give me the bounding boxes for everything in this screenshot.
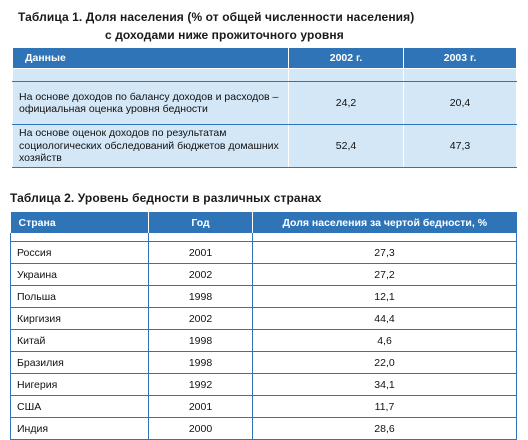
table1-row-label: На основе оценок доходов по результатам социологических обследований бюджетов домашних хозяйств bbox=[13, 125, 289, 168]
table2-country: Индия bbox=[11, 418, 149, 440]
table2-country: Россия bbox=[11, 242, 149, 264]
table-row bbox=[11, 352, 517, 374]
table2-year: 1998 bbox=[149, 286, 253, 308]
table2-share: 12,1 bbox=[253, 286, 517, 308]
table2-year: 2002 bbox=[149, 308, 253, 330]
table1-row-label: На основе доходов по балансу доходов и расходов – официальная оценка уровня бедности bbox=[13, 82, 289, 125]
table1-header-2002: 2002 г. bbox=[289, 48, 404, 69]
table2-share: 11,7 bbox=[253, 396, 517, 418]
table2-header-country: Страна bbox=[11, 212, 149, 233]
table2-country: Нигерия bbox=[11, 374, 149, 396]
table2-header-row bbox=[11, 212, 517, 233]
table2-share: 27,3 bbox=[253, 242, 517, 264]
table1-row-value-2002: 52,4 bbox=[289, 125, 404, 168]
table2-year: 2001 bbox=[149, 242, 253, 264]
table-row bbox=[11, 396, 517, 418]
table2-poverty-by-country bbox=[10, 212, 517, 440]
table1-header-data: Данные bbox=[13, 48, 289, 69]
table2-title: Таблица 2. Уровень бедности в различных странах bbox=[10, 191, 322, 205]
table-row bbox=[13, 125, 517, 168]
table2-spacer-row bbox=[11, 233, 517, 242]
table1-row-value-2003: 47,3 bbox=[404, 125, 517, 168]
table2-country: Киргизия bbox=[11, 308, 149, 330]
table2-share: 4,6 bbox=[253, 330, 517, 352]
table-row bbox=[11, 264, 517, 286]
table2-year: 2002 bbox=[149, 264, 253, 286]
table2-header-share: Доля населения за чертой бедности, % bbox=[253, 212, 517, 233]
table-row bbox=[11, 286, 517, 308]
table1-title-line1: Таблица 1. Доля населения (% от общей численности населения) bbox=[18, 10, 415, 24]
table2-year: 1992 bbox=[149, 374, 253, 396]
table2-country: Бразилия bbox=[11, 352, 149, 374]
table2-share: 44,4 bbox=[253, 308, 517, 330]
table2-year: 2000 bbox=[149, 418, 253, 440]
table2-share: 28,6 bbox=[253, 418, 517, 440]
table-row bbox=[13, 82, 517, 125]
table2-country: США bbox=[11, 396, 149, 418]
table1-spacer-row bbox=[13, 69, 517, 82]
table1-poverty-share bbox=[12, 47, 517, 168]
table1-row-value-2003: 20,4 bbox=[404, 82, 517, 125]
table2-country: Китай bbox=[11, 330, 149, 352]
table2-share: 34,1 bbox=[253, 374, 517, 396]
table2-share: 27,2 bbox=[253, 264, 517, 286]
table2-header-year: Год bbox=[149, 212, 253, 233]
table-row bbox=[11, 418, 517, 440]
table-row bbox=[11, 374, 517, 396]
table2-share: 22,0 bbox=[253, 352, 517, 374]
table1-row-value-2002: 24,2 bbox=[289, 82, 404, 125]
table1-header-2003: 2003 г. bbox=[404, 48, 517, 69]
table1-header-row bbox=[13, 48, 517, 69]
table1-title-line2: с доходами ниже прожиточного уровня bbox=[105, 28, 344, 42]
table2-country: Украина bbox=[11, 264, 149, 286]
table-row bbox=[11, 330, 517, 352]
table2-year: 2001 bbox=[149, 396, 253, 418]
table-row bbox=[11, 242, 517, 264]
table2-year: 1998 bbox=[149, 330, 253, 352]
table2-country: Польша bbox=[11, 286, 149, 308]
table-row bbox=[11, 308, 517, 330]
table2-year: 1998 bbox=[149, 352, 253, 374]
